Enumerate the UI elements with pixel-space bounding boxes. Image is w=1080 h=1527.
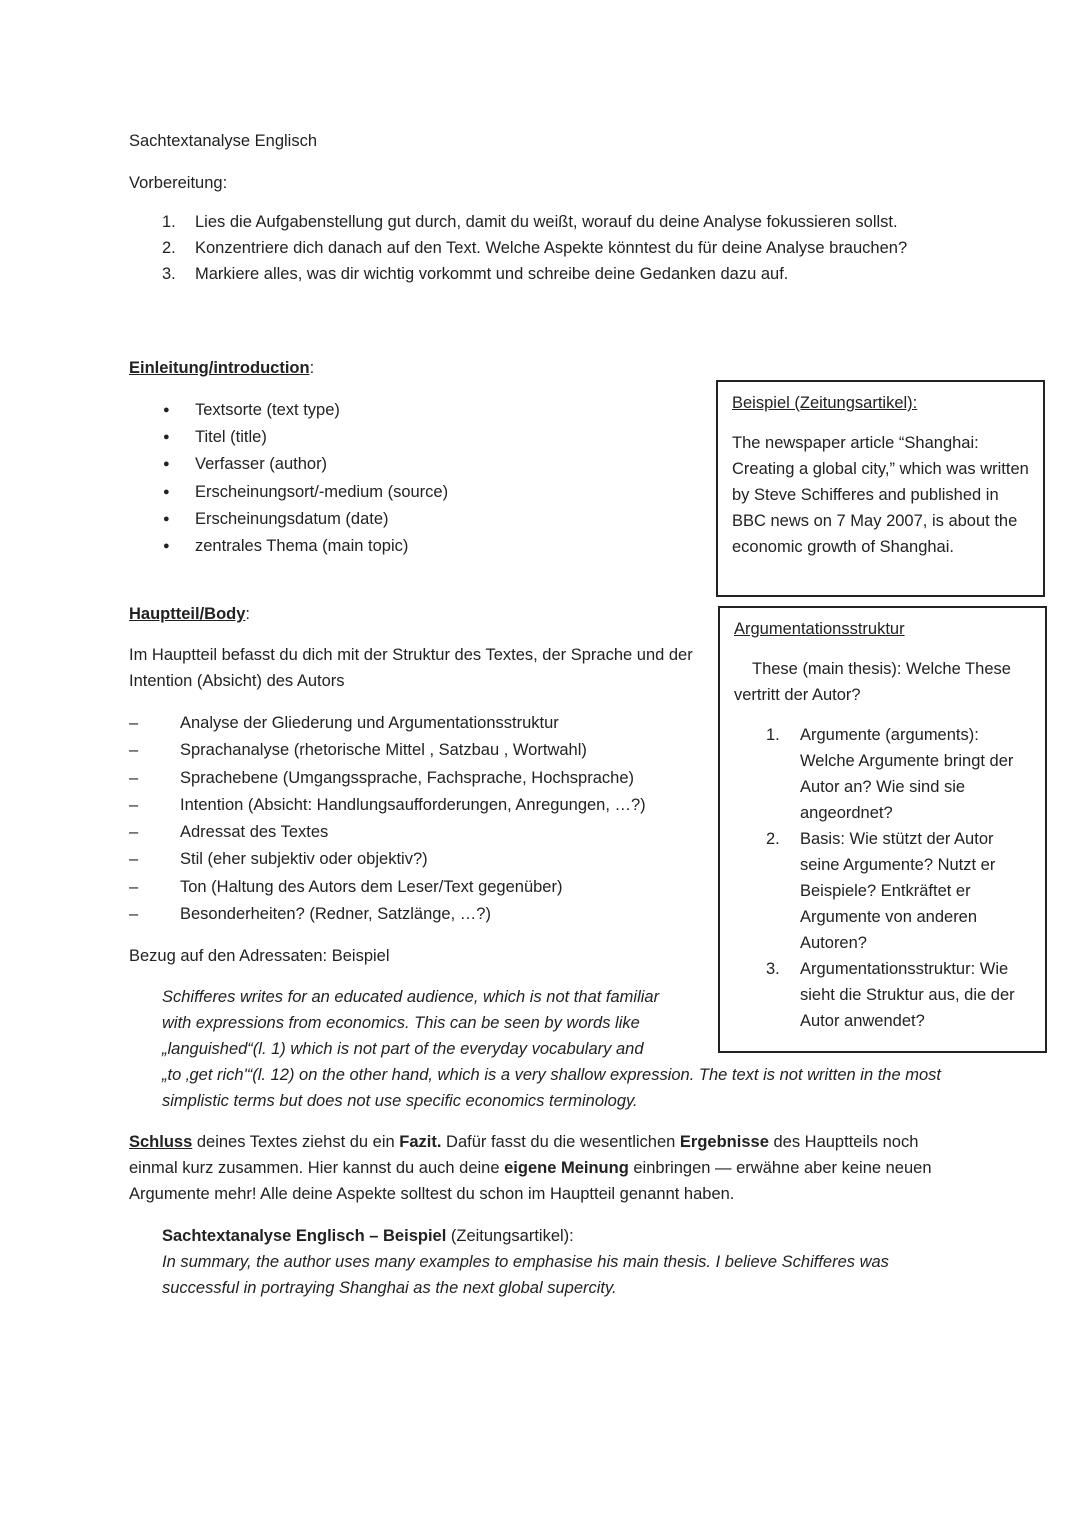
list-item: ● Verfasser (author) [129, 451, 689, 478]
beispiel-end-heading: Sachtextanalyse Englisch – Beispiel (Zeitungsartikel): [162, 1227, 574, 1245]
list-item: 3. Argumentationsstruktur: Wie sieht die Struktur aus, die der Autor anwendet? [766, 960, 1015, 1030]
beispiel-box-heading: Beispiel (Zeitungsartikel): [732, 394, 918, 412]
text-wrap-spacer [662, 984, 942, 1062]
vorbereitung-list [129, 209, 929, 287]
list-item: 1. Lies die Aufgabenstellung gut durch, damit du weißt, worauf du deine Analyse fokussieren sollst. [162, 213, 898, 231]
bezug-example [162, 984, 942, 1114]
list-item: ● Erscheinungsort/-medium (source) [129, 479, 689, 506]
list-item: 2. Basis: Wie stützt der Autor seine Argumente? Nutzt er Beispiele? Entkräftet er Argumente von anderen Autoren? [766, 830, 996, 952]
list-item: – Stil (eher subjektiv oder objektiv?) [129, 846, 714, 873]
argumentation-thesis: These (main thesis): Welche These vertritt der Autor? [734, 660, 1011, 704]
hauptteil-list [129, 710, 714, 928]
list-item: 1. Argumente (arguments): Welche Argumente bringt der Autor an? Wie sind sie angeordnet? [766, 726, 1014, 822]
schluss-paragraph: Schluss deines Textes ziehst du ein Fazit. Dafür fasst du die wesentlichen Ergebnisse des Hauptteils noch einmal kurz zusammen. Hier kannst du auch deine eigene Meinung einbringen — erwähne aber keine neuen Argumente mehr! Alle deine Aspekte solltest du schon im Hauptteil genannt haben. [129, 1133, 932, 1203]
list-item: 3. Markiere alles, was dir wichtig vorkommt und schreibe deine Gedanken dazu auf. [162, 265, 789, 283]
vorbereitung-heading: Vorbereitung: [129, 174, 228, 192]
list-item: ● Textsorte (text type) [129, 397, 689, 424]
argumentation-box-heading: Argumentationsstruktur [734, 620, 905, 638]
beispiel-box-text: The newspaper article “Shanghai: Creating a global city,” which was written by Steve Schifferes and published in BBC news on 7 May 2007, is about the economic growth of Shanghai. [732, 434, 1029, 556]
beispiel-end-text: In summary, the author uses many examples to emphasise his main thesis. I believe Schifferes was successful in portraying Shanghai as the next global supercity. [162, 1253, 889, 1297]
einleitung-heading: Einleitung/introduction: [129, 359, 315, 377]
hauptteil-heading: Hauptteil/Body: [129, 605, 251, 623]
list-item: – Intention (Absicht: Handlungsaufforderungen, Anregungen, …?) [129, 792, 714, 819]
list-item: ● zentrales Thema (main topic) [129, 533, 689, 560]
list-item: – Sprachanalyse (rhetorische Mittel , Satzbau , Wortwahl) [129, 737, 714, 764]
list-item: ● Erscheinungsdatum (date) [129, 506, 689, 533]
list-item: – Sprachebene (Umgangssprache, Fachsprache, Hochsprache) [129, 765, 714, 792]
bezug-example-text: Schifferes writes for an educated audience, which is not that familiar with expressions from economics. This can be seen by words like „languished“(l. 1) which is not part of the everyday vocabulary and „to ‚get rich'“(l. 12) on the other hand, which is a very shallow expression. The text is not written in the most simplistic terms but does not use specific economics terminology. [162, 988, 942, 1110]
list-item: – Analyse der Gliederung und Argumentationsstruktur [129, 710, 714, 737]
list-item: ● Titel (title) [129, 424, 689, 451]
list-item: – Ton (Haltung des Autors dem Leser/Text gegenüber) [129, 874, 714, 901]
document-title: Sachtextanalyse Englisch [129, 132, 318, 150]
hauptteil-intro: Im Hauptteil befasst du dich mit der Struktur des Textes, der Sprache und der Intention (Absicht) des Autors [129, 646, 693, 690]
bezug-heading: Bezug auf den Adressaten: Beispiel [129, 947, 390, 965]
list-item: 2. Konzentriere dich danach auf den Text. Welche Aspekte könntest du für deine Analyse brauchen? [162, 239, 908, 257]
list-item: – Besonderheiten? (Redner, Satzlänge, …?) [129, 901, 714, 928]
einleitung-list [129, 397, 689, 560]
beispiel-box [716, 380, 1045, 597]
list-item: – Adressat des Textes [129, 819, 714, 846]
